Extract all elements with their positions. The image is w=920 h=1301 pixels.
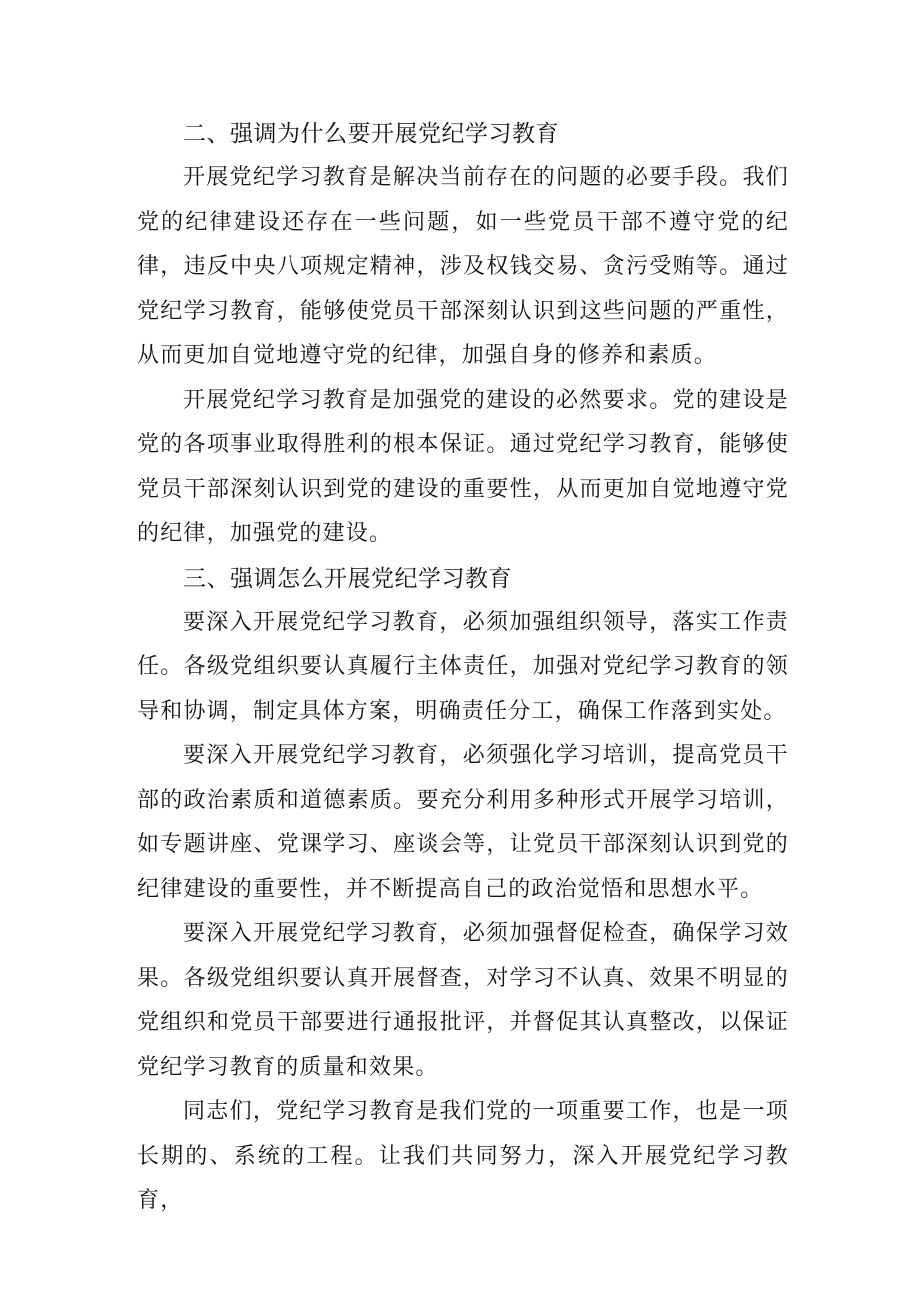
paragraph: 开展党纪学习教育是解决当前存在的问题的必要手段。我们党的纪律建设还存在一些问题，如一些党员干部不遵守党的纪律，违反中央八项规定精神，涉及权钱交易、贪污受贿等。通过党纪学习教育，能够使党员干部深刻认识到这些问题的严重性，从而更加自觉地遵守党的纪律，加强自身的修养和素质。 (137, 165, 789, 368)
paragraph: 要深入开展党纪学习教育，必须强化学习培训，提高党员干部的政治素质和道德素质。要充分利用多种形式开展学习培训，如专题讲座、党课学习、座谈会等，让党员干部深刻认识到党的纪律建设的重要性，并不断提高自己的政治觉悟和思想水平。 (137, 743, 789, 902)
paragraph: 要深入开展党纪学习教育，必须加强督促检查，确保学习效果。各级党组织要认真开展督查，对学习不认真、效果不明显的党组织和党员干部要进行通报批评，并督促其认真整改，以保证党纪学习教育的质量和效果。 (137, 921, 789, 1080)
section-heading-3: 三、强调怎么开展党纪学习教育 (183, 565, 512, 592)
paragraph: 开展党纪学习教育是加强党的建设的必然要求。党的建设是党的各项事业取得胜利的根本保证。通过党纪学习教育，能够使党员干部深刻认识到党的建设的重要性，从而更加自觉地遵守党的纪律，加强党的建设。 (137, 387, 789, 546)
paragraph: 要深入开展党纪学习教育，必须加强组织领导，落实工作责任。各级党组织要认真履行主体责任，加强对党纪学习教育的领导和协调，制定具体方案，明确责任分工，确保工作落到实处。 (137, 609, 789, 724)
closing-paragraph: 同志们，党纪学习教育是我们党的一项重要工作，也是一项长期的、系统的工程。让我们共同努力，深入开展党纪学习教育， (137, 1099, 789, 1213)
section-heading-2: 二、强调为什么要开展党纪学习教育 (183, 121, 559, 147)
document-body (137, 112, 789, 1224)
